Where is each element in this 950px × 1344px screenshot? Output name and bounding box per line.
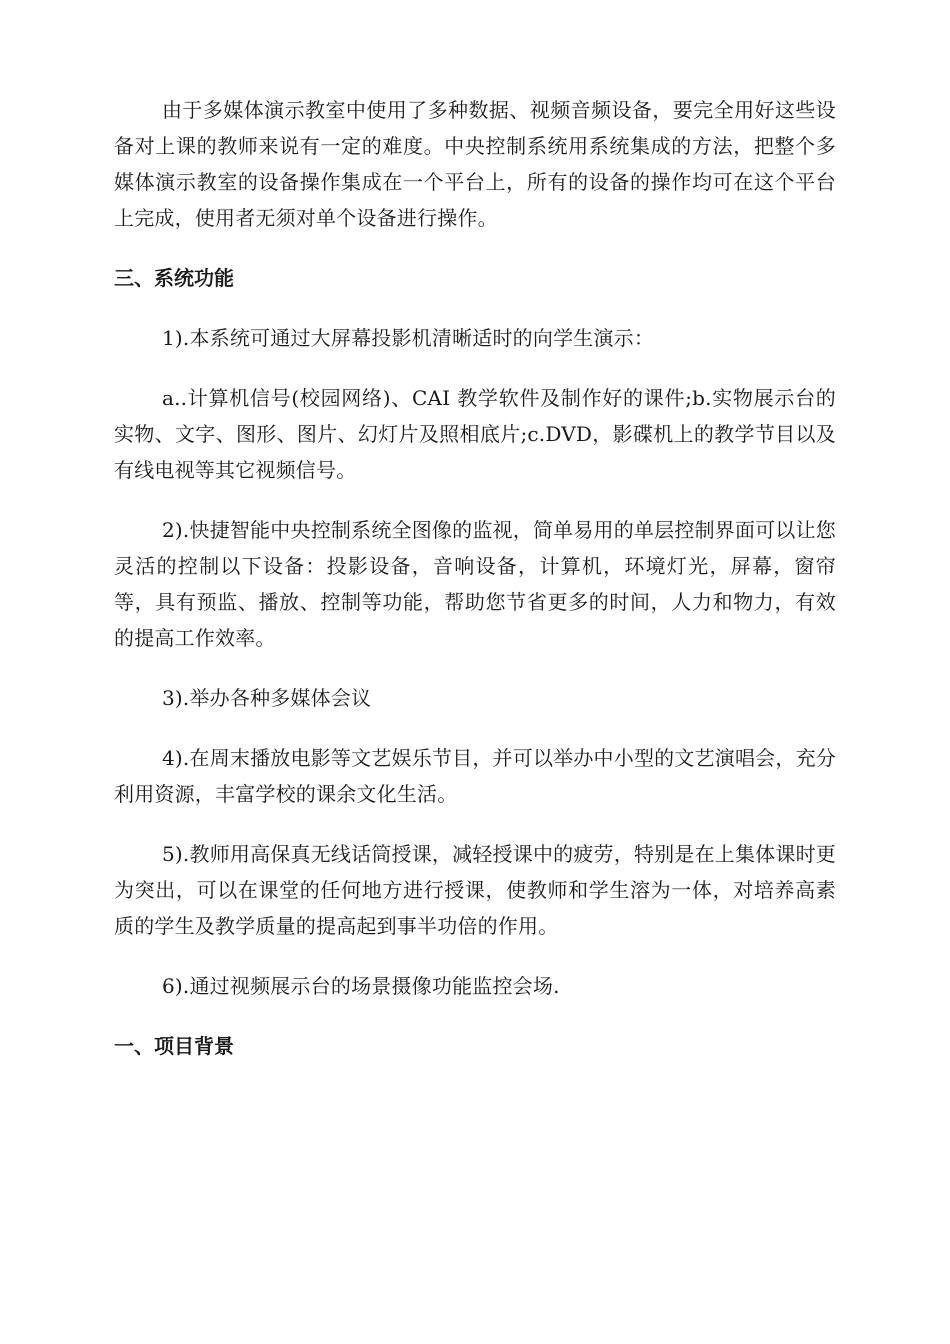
function-item-4: 4).在周末播放电影等文艺娱乐节目，并可以举办中小型的文艺演唱会，充分利用资源，丰富学校的课余文化生活。 — [114, 746, 836, 806]
function-item-1: 1).本系统可通过大屏幕投影机清晰适时的向学生演示： — [162, 326, 655, 350]
document-page — [114, 92, 836, 1088]
function-item-3: 3).举办各种多媒体会议 — [162, 686, 372, 710]
section-heading-project-background: 一、项目背景 — [114, 1034, 234, 1058]
intro-paragraph: 由于多媒体演示教室中使用了多种数据、视频音频设备，要完全用好这些设备对上课的教师来说有一定的难度。中央控制系统用系统集成的方法，把整个多媒体演示教室的设备操作集成在一个平台上，所有的设备的操作均可在这个平台上完成，使用者无须对单个设备进行操作。 — [114, 98, 836, 230]
section-heading-system-functions: 三、系统功能 — [114, 266, 234, 290]
function-item-2: 2).快捷智能中央控制系统全图像的监视，简单易用的单层控制界面可以让您灵活的控制以下设备：投影设备，音响设备，计算机，环境灯光，屏幕，窗帘等，具有预监、播放、控制等功能，帮助您节省更多的时间，人力和物力，有效的提高工作效率。 — [114, 518, 836, 650]
function-item-1-detail: a..计算机信号(校园网络)、CAI 教学软件及制作好的课件;b.实物展示台的实物、文字、图形、图片、幻灯片及照相底片;c.DVD，影碟机上的教学节目以及有线电视等其它视频信号。 — [114, 386, 836, 482]
function-item-6: 6).通过视频展示台的场景摄像功能监控会场. — [162, 974, 560, 998]
function-item-5: 5).教师用高保真无线话筒授课，减轻授课中的疲劳，特别是在上集体课时更为突出，可以在课堂的任何地方进行授课，使教师和学生溶为一体，对培养高素质的学生及教学质量的提高起到事半功倍的作用。 — [114, 842, 836, 938]
